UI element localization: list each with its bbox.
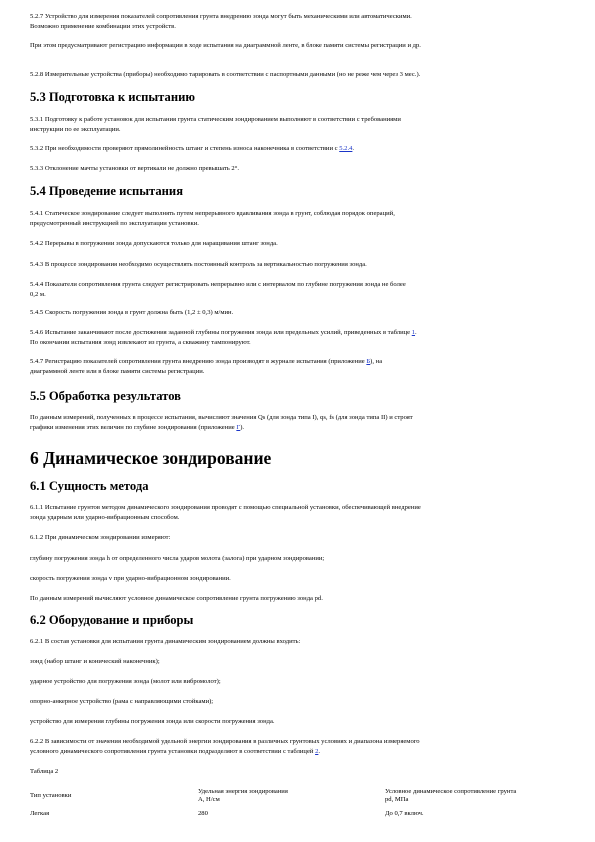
section-heading-5-3: 5.3 Подготовка к испытанию (30, 90, 195, 104)
paragraph-pd: По данным измерений вычисляют условное динамическое сопротивление грунта погружению зонда pd. (30, 595, 323, 602)
table-header-cell: Условное динамическое сопротивление грунта pd, МПа (385, 788, 517, 803)
link-table-1[interactable]: 1 (411, 329, 416, 336)
table-cell: 280 (198, 810, 208, 817)
paragraph-6-2-2: 6.2.2 В зависимости от значения необходимой удельной энергии зондирования в различных грунтовых условиях и диапазона измеряемого условного динамического сопротивления грунта установки подразделяют в соответствии с таблицей 2. (30, 738, 420, 755)
table-title: Таблица 2 (30, 768, 59, 775)
table-header-row (30, 788, 565, 804)
paragraph-5-4-4: 5.4.4 Показатели сопротивления грунта следует регистрировать непрерывно или с интервалом по глубине погружения зонда не более 0,2 м. (30, 281, 406, 298)
section-heading-6-1: 6.1 Сущность метода (30, 479, 149, 493)
paragraph-5-4-5: 5.4.5 Скорость погружения зонда в грунт должна быть (1,2 ± 0,3) м/мин. (30, 309, 234, 316)
paragraph-6-2-1: 6.2.1 В состав установки для испытания грунта динамическим зондированием должны входить: (30, 638, 301, 645)
paragraph-5-3-2: 5.3.2 При необходимости проверяют прямолинейность штанг и степень износа наконечника в соответствии с 5.2.4. (30, 145, 355, 152)
data-table (30, 788, 565, 818)
section-heading-5-4: 5.4 Проведение испытания (30, 184, 184, 198)
paragraph-6-1-1: 6.1.1 Испытание грунтов методом динамического зондирования проводят с помощью специальной установки, обеспечивающей внедрение зонда ударным или ударно-вибрационным способом. (30, 504, 421, 521)
table-cell: Легкая (30, 810, 50, 817)
list-item: опорно-анкерное устройство (рама с направляющими стойками); (30, 698, 214, 705)
link-appendix-g[interactable]: Г (236, 424, 241, 431)
list-item: зонд (набор штанг и конический наконечник); (30, 658, 160, 665)
table-row (30, 804, 565, 818)
link-appendix-b[interactable]: Б (366, 358, 371, 365)
paragraph-5-2-8: 5.2.8 Измерительные устройства (приборы) необходимо тарировать в соответствии с паспортными данными (но не реже чем через 3 мес.). (30, 71, 421, 78)
list-item: глубину погружения зонда h от определенного числа ударов молота (залога) при ударном зондировании; (30, 555, 325, 562)
paragraph-5-4-2: 5.4.2 Перерывы в погружении зонда допускаются только для наращивания штанг зонда. (30, 240, 278, 247)
table-header-cell: Удельная энергия зондирования А, Н/см (198, 788, 288, 803)
link-table-2[interactable]: 2 (315, 748, 319, 755)
paragraph-5-4-3: 5.4.3 В процессе зондирования необходимо осуществлять постоянный контроль за вертикальностью погружения зонда. (30, 261, 367, 268)
paragraph-5-4-1: 5.4.1 Статическое зондирование следует выполнять путем непрерывного вдавливания зонда в грунт, соблюдая порядок операций, предусмотренный инструкцией по эксплуатации установки. (30, 210, 395, 227)
list-item: скорость погружения зонда v при ударно-вибрационном зондировании. (30, 575, 231, 582)
list-item: ударное устройство для погружения зонда (молот или вибромолот); (30, 678, 221, 685)
paragraph-6-1-2: 6.1.2 При динамическом зондировании измеряют: (30, 534, 171, 541)
section-heading-6-2: 6.2 Оборудование и приборы (30, 613, 194, 627)
paragraph-5-5: По данным измерений, полученных в процессе испытания, вычисляют значения Qs (для зонда типа I), qs, fs (для зонда типа II) и строят графики изменения этих величин по глубине зондирования (приложение Г). (30, 414, 413, 431)
paragraph-5-2-7: 5.2.7 Устройство для измерения показателей сопротивления грунта внедрению зонда могут быть механическими или автоматическими. Возможно применение комбинации этих устройств. (30, 13, 412, 30)
list-item: устройство для измерения глубины погружения зонда или скорости погружения зонда. (30, 718, 275, 725)
section-heading-5-5: 5.5 Обработка результатов (30, 389, 181, 403)
paragraph-5-3-1: 5.3.1 Подготовку к работе установок для испытания грунта статическим зондированием выполняют в соответствии с требованиями инструкции по ее эксплуатации. (30, 116, 401, 133)
paragraph-5-4-6: 5.4.6 Испытание заканчивают после достижения заданной глубины погружения зонда или предельных усилий, приведенных в таблице 1. По окончании испытания зонд извлекают из грунта, а скважину тампонируют. (30, 329, 417, 346)
link-5-2-4[interactable]: 5.2.4 (339, 145, 353, 152)
table-header-cell: Тип установки (30, 792, 72, 799)
table-cell: До 0,7 включ. (385, 810, 424, 817)
paragraph-registration: При этом предусматривают регистрацию информации в ходе испытания на диаграммной ленте, в блоке памяти системы регистрации и др. (30, 42, 421, 49)
paragraph-5-4-7: 5.4.7 Регистрацию показателей сопротивления грунта внедрению зонда производят в журнале испытания (приложение Б), на диаграммной ленте или в блоке памяти системы регистрации. (30, 358, 383, 375)
chapter-heading-6: 6 Динамическое зондирование (30, 448, 272, 468)
paragraph-5-3-3: 5.3.3 Отклонение мачты установки от вертикали не должно превышать 2°. (30, 165, 240, 172)
